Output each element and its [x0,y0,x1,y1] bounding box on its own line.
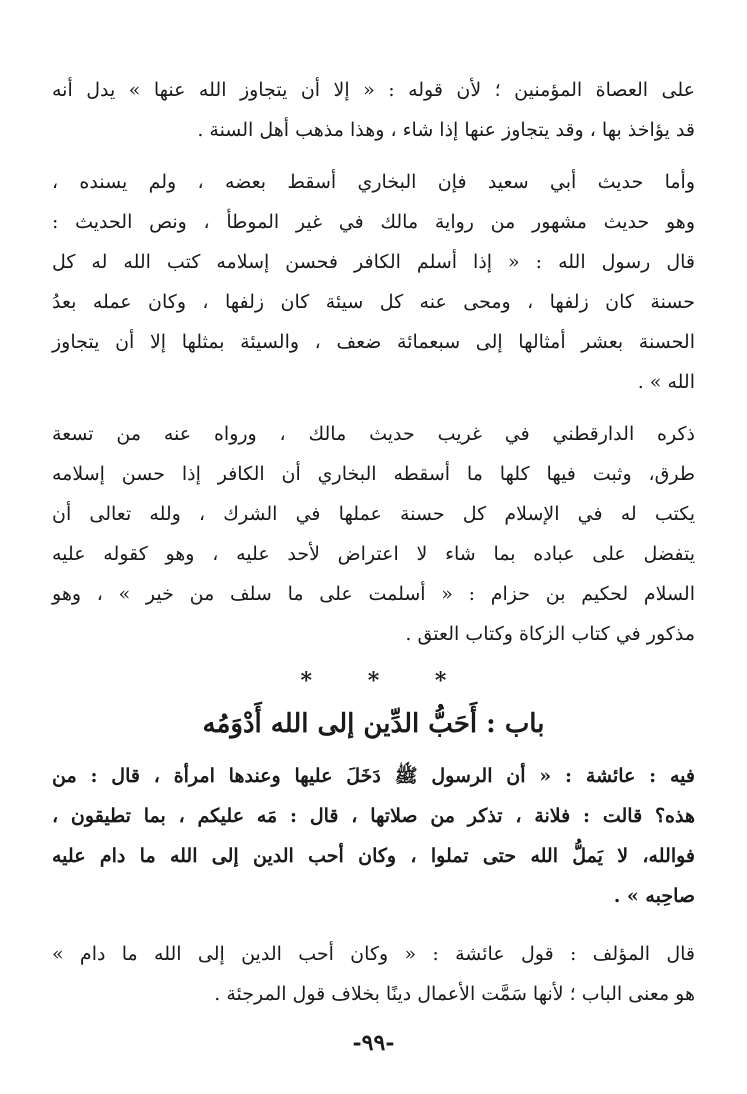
text-line: يكتب له في الإسلام كل حسنة عملها في الشرك ، ولله تعالى أن [52,503,695,525]
chapter-title: باب : أَحَبُّ الدِّين إلى الله أَدْوَمُه [202,709,545,739]
text-line: على العصاة المؤمنين ؛ لأن قوله : « إلا أن يتجاوز الله عنها » يدل أنه [52,79,695,101]
hadith-block [52,756,695,916]
section-separator [52,664,695,698]
separator-star: * [434,668,447,694]
text-line: قد يؤاخذ بها ، وقد يتجاوز عنها إذا شاء ، وهذا مذهب أهل السنة . [197,119,695,141]
text-line: طرق، وثبت فيها كلها ما أسقطه البخاري أن الكافر إذا حسن إسلامه [52,463,695,485]
paragraph-1 [52,70,695,150]
paragraph-3 [52,414,695,654]
page-body [52,70,695,1014]
text-line: هو معنى الباب ؛ لأنها سَمَّت الأعمال دينًا بخلاف قول المرجئة . [214,983,695,1005]
text-line: فوالله، لا يَملُّ الله حتى تملوا ، وكان أحب الدين إلى الله ما دام عليه [52,845,695,867]
page-number: -٩٩- [352,1030,395,1056]
separator-star: * [300,668,313,694]
text-line: قال المؤلف : قول عائشة : « وكان أحب الدين إلى الله ما دام » [52,943,695,965]
text-line: حسنة كان زلفها ، ومحى عنه كل سيئة كان زلفها ، وكان عمله بعدُ [52,291,695,313]
text-line: وهو حديث مشهور من رواية مالك في غير الموطأ ، ونص الحديث : [52,211,695,233]
text-line: وأما حديث أبي سعيد فإن البخاري أسقط بعضه ، ولم يسنده ، [52,171,695,193]
text-line: يتفضل على عباده بما شاء لا اعتراض لأحد عليه ، وهو كقوله عليه [52,543,695,565]
text-line: مذكور في كتاب الزكاة وكتاب العتق . [405,623,695,645]
text-line: صاحِبه » . [613,885,695,907]
text-line: ذكره الدارقطني في غريب حديث مالك ، ورواه عنه من تسعة [52,423,695,445]
paragraph-2 [52,162,695,402]
text-line: قال رسول الله : « إذا أسلم الكافر فحسن إسلامه كتب الله له كل [52,251,695,273]
text-line: فيه : عائشة : « أن الرسول ﷺ دَخَلَ عليها وعندها امرأة ، قال : من [52,765,695,787]
text-line: الحسنة بعشر أمثالها إلى سبعمائة ضعف ، والسيئة بمثلها إلا أن يتجاوز [52,331,695,353]
separator-star: * [367,668,380,694]
text-line: السلام لحكيم بن حزام : « أسلمت على ما سلف من خير » ، وهو [52,583,695,605]
author-comment [52,934,695,1014]
text-line: الله » . [637,371,695,393]
text-line: هذه؟ قالت : فلانة ، تذكر من صلاتها ، قال : مَه عليكم ، بما تطيقون ، [52,805,695,827]
